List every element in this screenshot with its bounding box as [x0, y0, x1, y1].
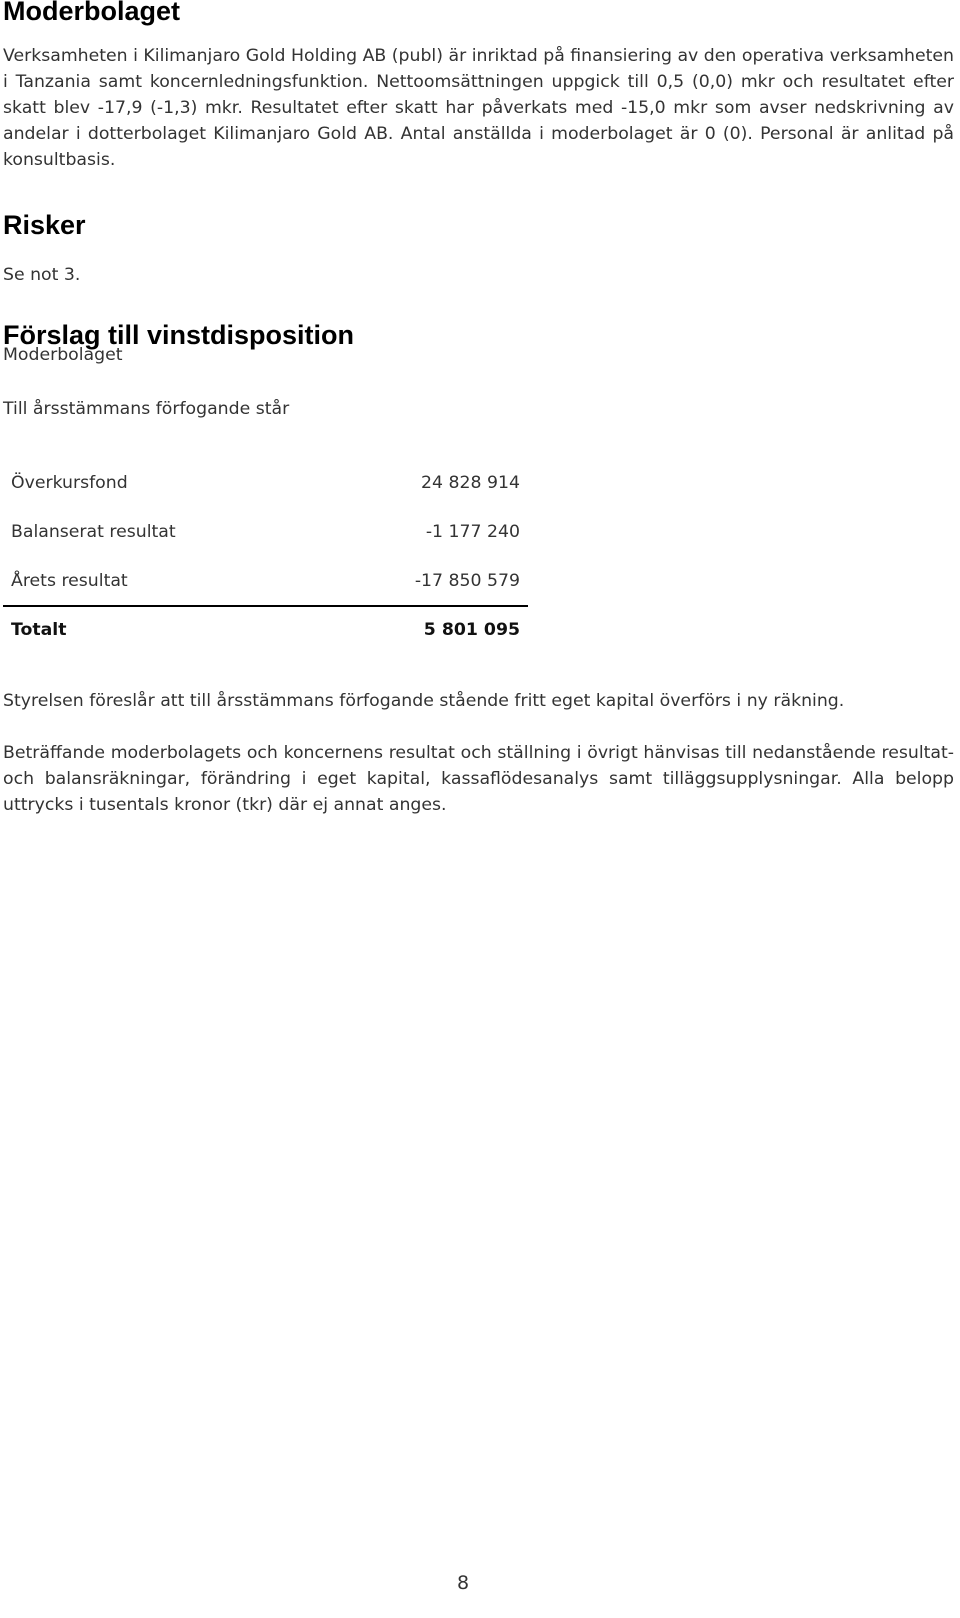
table-row: [3, 458, 528, 507]
vinstdisposition-subheading: Moderbolaget: [3, 345, 123, 365]
row-label: Årets resultat: [11, 570, 128, 591]
section-heading-risker: Risker: [3, 210, 86, 240]
total-label: Totalt: [3, 606, 317, 652]
row-label: Balanserat resultat: [11, 521, 176, 542]
row-value: -1 177 240: [425, 521, 520, 542]
vinstdisposition-intro: Till årsstämmans förfogande står: [3, 399, 290, 419]
page-number: 8: [456, 1572, 470, 1594]
proposal-paragraph: Styrelsen föreslår att till årsstämmans förfogande stående fritt eget kapital överförs i ny räkning.: [3, 691, 845, 711]
total-row: [3, 606, 528, 652]
table-row: [3, 556, 528, 606]
section-heading-moderbolaget: Moderbolaget: [3, 0, 181, 26]
row-label: Överkursfond: [11, 472, 128, 493]
table-row: [3, 507, 528, 556]
row-value: 24 828 914: [421, 472, 520, 493]
risker-paragraph: Se not 3.: [3, 265, 81, 285]
vinstdisposition-table: [3, 458, 528, 652]
total-value: 5 801 095: [317, 606, 528, 652]
reference-paragraph: Beträffande moderbolagets och koncernens resultat och ställning i övrigt hänvisas till nedanstående resultat- och balansräkningar, förändring i eget kapital, kassaflödesanalys samt tilläggsupplysningar. Alla belopp uttrycks i tusentals kronor (tkr) där ej annat anges.: [3, 743, 954, 815]
moderbolaget-paragraph: Verksamheten i Kilimanjaro Gold Holding AB (publ) är inriktad på finansiering av den operativa verksamheten i Tanzania samt koncernledningsfunktion. Nettoomsättningen uppgick till 0,5 (0,0) mkr och resultatet efter skatt blev -17,9 (-1,3) mkr. Resultatet efter skatt har påverkats med -15,0 mkr som avser nedskrivning av andelar i dotterbolaget Kilimanjaro Gold AB. Antal anställda i moderbolaget är 0 (0). Personal är anlitad på konsultbasis.: [3, 46, 954, 170]
section-heading-vinstdisposition: Förslag till vinstdisposition: [3, 320, 355, 350]
row-value: -17 850 579: [414, 570, 520, 591]
